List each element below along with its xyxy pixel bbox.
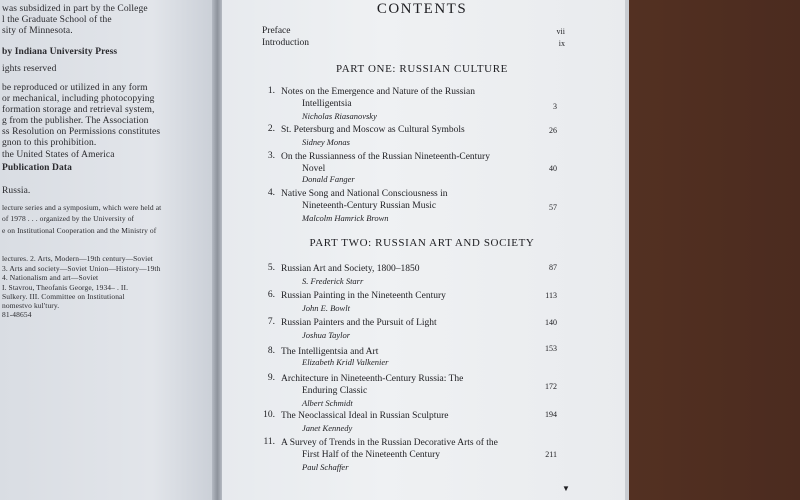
front-matter-page: vii (556, 27, 565, 36)
entry-number: 11. (263, 437, 275, 447)
front-matter-page: ix (558, 39, 565, 48)
copyright-line: formation storage and retrieval system, (2, 105, 155, 115)
entry-title-line: Architecture in Nineteenth-Century Russia: The (281, 374, 464, 384)
entry-title-line: Notes on the Emergence and Nature of the Russian (281, 87, 475, 97)
entry-title-line: The Neoclassical Ideal in Russian Sculpture (281, 411, 449, 421)
entry-author: Sidney Monas (302, 137, 350, 147)
copyright-line: ss Resolution on Permissions constitutes (2, 127, 161, 137)
copyright-line: was subsidized in part by the College (2, 4, 148, 14)
entry-author: Nicholas Riasanovsky (302, 111, 377, 121)
copyright-line: be reproduced or utilized in any form (2, 83, 148, 93)
entry-page: 194 (545, 410, 557, 419)
entry-page: 26 (549, 126, 557, 135)
part-heading: PART ONE: RUSSIAN CULTURE (336, 63, 508, 75)
copyright-line: of 1978 . . . organized by the University of (2, 214, 135, 223)
entry-title-line: On the Russianness of the Russian Nineteenth-Century (281, 152, 490, 162)
entry-number: 2. (267, 124, 275, 134)
entry-author: Malcolm Hamrick Brown (302, 213, 389, 223)
entry-number: 10. (263, 410, 275, 420)
copyright-line: 4. Nationalism and art—Soviet (2, 273, 99, 282)
copyright-line: I. Stavrou, Theofanis George, 1934– . II. (2, 283, 129, 292)
copyright-line: Russia. (2, 186, 31, 196)
copyright-line: Publication Data (2, 163, 72, 173)
entry-title-line: Intelligentsia (302, 99, 352, 109)
entry-number: 1. (267, 86, 275, 96)
entry-author: S. Frederick Starr (302, 276, 364, 286)
entry-page: 3 (553, 102, 557, 111)
copyright-line: sity of Minnesota. (2, 26, 73, 36)
entry-title-line: Native Song and National Consciousness in (281, 189, 448, 199)
entry-number: 4. (267, 188, 275, 198)
copyright-line: g from the publisher. The Association (2, 116, 149, 126)
entry-title-line: First Half of the Nineteenth Century (302, 450, 440, 460)
entry-page: 57 (549, 203, 557, 212)
entry-page: 211 (545, 450, 557, 459)
copyright-line: Sulkery. III. Committee on Institutional (2, 292, 125, 301)
copyright-line: gnon to this prohibition. (2, 138, 97, 148)
entry-number: 5. (267, 263, 275, 273)
copyright-line: lectures. 2. Arts, Modern—19th century—Soviet (2, 254, 153, 263)
copyright-line: lecture series and a symposium, which were held at (2, 203, 162, 212)
entry-title-line: The Intelligentsia and Art (281, 347, 379, 357)
entry-title-line: Russian Art and Society, 1800–1850 (281, 264, 420, 274)
entry-author: Paul Schaffer (302, 462, 349, 472)
entry-title-line: St. Petersburg and Moscow as Cultural Symbols (281, 125, 465, 135)
copyright-line: or mechanical, including photocopying (2, 94, 155, 104)
copyright-line: 81-48654 (2, 310, 32, 319)
copyright-page (0, 0, 218, 500)
entry-page: 113 (545, 291, 557, 300)
entry-title-line: Enduring Classic (302, 386, 368, 396)
entry-author: Elizabeth Kridl Valkenier (302, 357, 389, 367)
entry-title-line: Russian Painting in the Nineteenth Century (281, 291, 446, 301)
entry-number: 9. (267, 373, 275, 383)
contents-title: CONTENTS (376, 1, 468, 17)
part-heading: PART TWO: RUSSIAN ART AND SOCIETY (309, 237, 535, 249)
entry-title-line: A Survey of Trends in the Russian Decorative Arts of the (281, 438, 498, 448)
entry-title-line: Russian Painters and the Pursuit of Light (281, 318, 437, 328)
copyright-line: 3. Arts and society—Soviet Union—History—19th (2, 264, 161, 273)
copyright-line: by Indiana University Press (2, 47, 118, 57)
entry-page: 140 (545, 318, 557, 327)
entry-page: 172 (545, 382, 557, 391)
contents-page (222, 0, 627, 500)
continue-arrow: ▼ (562, 484, 570, 493)
front-matter-label: Introduction (262, 38, 309, 48)
copyright-line: ights reserved (2, 64, 57, 74)
entry-title-line: Novel (302, 164, 326, 174)
entry-page: 40 (549, 164, 557, 173)
entry-number: 7. (267, 317, 275, 327)
entry-author: Donald Fanger (302, 174, 355, 184)
entry-author: Joshua Taylor (302, 330, 351, 340)
entry-page: 87 (549, 263, 557, 272)
entry-author: Janet Kennedy (302, 423, 353, 433)
copyright-line: the United States of America (2, 150, 115, 160)
copyright-line: l the Graduate School of the (2, 15, 112, 25)
entry-author: Albert Schmidt (302, 398, 353, 408)
entry-number: 8. (267, 346, 275, 356)
entry-page: 153 (545, 344, 557, 353)
entry-number: 3. (267, 151, 275, 161)
copyright-line: e on Institutional Cooperation and the Ministry of (2, 226, 157, 235)
entry-number: 6. (267, 290, 275, 300)
entry-title-line: Nineteenth-Century Russian Music (302, 201, 437, 211)
front-matter-label: Preface (262, 26, 291, 36)
copyright-line: nomestvo kul'tury. (2, 301, 60, 310)
entry-author: John E. Bowlt (302, 303, 350, 313)
page-edge (625, 0, 629, 500)
